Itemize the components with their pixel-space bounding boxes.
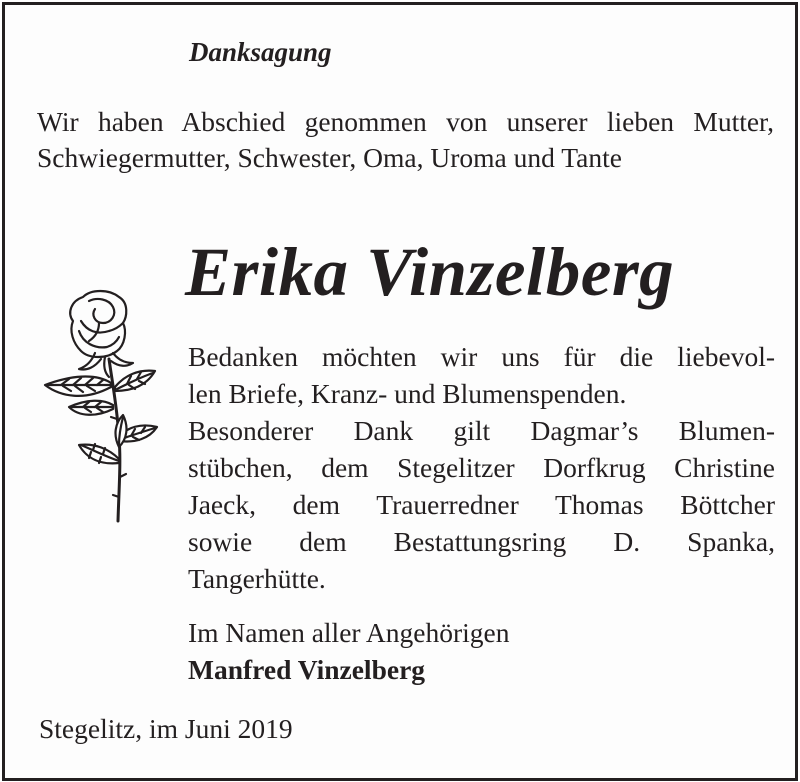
thanks-line: sowie dem Bestattungsring D. Spanka, [188,526,775,557]
intro-text: Wir haben Abschied genommen von unserer lieben Mutter, Schwiegermutter, Schwester, Oma, Uroma und Tante [37,106,774,173]
thanks-line: Bedanken möchten wir uns für die liebevol- [188,341,775,372]
signer-name: Manfred Vinzelberg [188,654,426,685]
thanks-line: stübchen, dem Stegelitzer Dorfkrug Christine [188,452,775,483]
place-date: Stegelitz, im Juni 2019 [39,713,293,744]
closing-block [188,614,510,688]
rose-icon [39,287,167,527]
notice-heading: Danksagung [189,37,332,67]
thanks-line: len Briefe, Kranz- und Blumenspenden. [188,378,627,409]
closing-text: Im Namen aller Angehörigen [188,617,510,648]
obituary-notice [2,2,798,781]
thanks-paragraph [188,338,775,597]
deceased-name: Erika Vinzelberg [185,234,675,310]
thanks-line: Besonderer Dank gilt Dagmar’s Blumen- [188,415,775,446]
thanks-line: Jaeck, dem Trauerredner Thomas Böttcher [188,489,775,520]
thanks-line: Tangerhütte. [188,563,326,594]
